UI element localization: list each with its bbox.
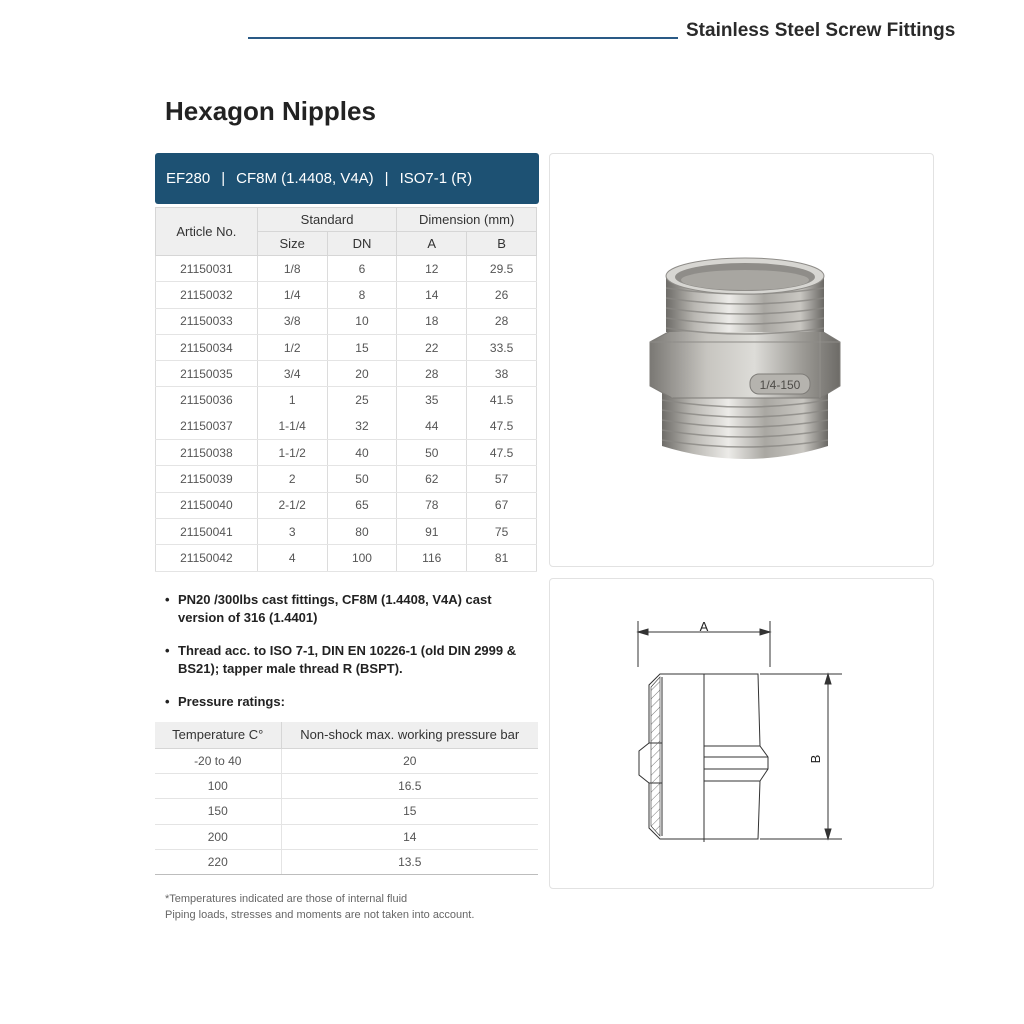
cell-article: 21150041: [156, 518, 258, 544]
cell-b: 28: [467, 308, 537, 334]
cell-b: 29.5: [467, 256, 537, 282]
table-row: [156, 492, 537, 518]
note-text: Thread acc. to ISO 7-1, DIN EN 10226-1 (old DIN 2999 & BS21); tapper male thread R (BSPT).: [178, 643, 517, 676]
cell-article: 21150032: [156, 282, 258, 308]
cell-b: 57: [467, 466, 537, 492]
table-row: [156, 413, 537, 439]
table-row: [156, 545, 537, 571]
cell-pressure: 16.5: [281, 773, 538, 798]
note-text: PN20 /300lbs cast fittings, CF8M (1.4408, V4A) cast version of 316 (1.4401): [178, 592, 492, 625]
cell-dn: 65: [327, 492, 397, 518]
cell-a: 116: [397, 545, 467, 571]
cell-a: 18: [397, 308, 467, 334]
header-article: Article No.: [156, 208, 258, 256]
bullet: •: [165, 592, 170, 607]
header-dn: DN: [327, 232, 397, 256]
cell-a: 91: [397, 518, 467, 544]
bullet: •: [165, 643, 170, 658]
cell-article: 21150039: [156, 466, 258, 492]
pressure-table: [155, 722, 538, 875]
spec-material: CF8M (1.4408, V4A): [236, 170, 374, 187]
cell-b: 33.5: [467, 334, 537, 360]
cell-b: 47.5: [467, 413, 537, 439]
dimension-table: [155, 207, 537, 572]
dimension-b-label: B: [808, 754, 823, 764]
cell-size: 2-1/2: [257, 492, 327, 518]
table-row: [156, 518, 537, 544]
dimension-table-body: [156, 256, 537, 572]
cell-pressure: 13.5: [281, 850, 538, 875]
cell-b: 41.5: [467, 387, 537, 413]
cell-b: 75: [467, 518, 537, 544]
header-rule: [248, 37, 678, 39]
cell-dn: 15: [327, 334, 397, 360]
cell-dn: 50: [327, 466, 397, 492]
fitting-marking: 1/4-150: [759, 378, 801, 392]
spec-banner: [155, 153, 539, 204]
footnote-line: Piping loads, stresses and moments are not taken into account.: [165, 909, 475, 921]
cell-b: 67: [467, 492, 537, 518]
cell-pressure: 15: [281, 799, 538, 824]
cell-a: 14: [397, 282, 467, 308]
cell-a: 35: [397, 387, 467, 413]
notes-list: [165, 591, 537, 727]
table-row: [155, 799, 538, 824]
cell-b: 81: [467, 545, 537, 571]
table-row: [155, 850, 538, 875]
cell-size: 4: [257, 545, 327, 571]
cell-a: 44: [397, 413, 467, 439]
cell-article: 21150031: [156, 256, 258, 282]
cell-a: 50: [397, 440, 467, 466]
table-row: [156, 256, 537, 282]
footnote-line: *Temperatures indicated are those of internal fluid: [165, 893, 408, 905]
cell-size: 1/2: [257, 334, 327, 360]
cell-size: 1-1/4: [257, 413, 327, 439]
cell-size: 3: [257, 518, 327, 544]
cell-size: 2: [257, 466, 327, 492]
header-size: Size: [257, 232, 327, 256]
table-row: [156, 334, 537, 360]
cell-b: 26: [467, 282, 537, 308]
cell-size: 1-1/2: [257, 440, 327, 466]
cell-b: 47.5: [467, 440, 537, 466]
cell-size: 1: [257, 387, 327, 413]
cell-article: 21150033: [156, 308, 258, 334]
table-row: [156, 361, 537, 387]
product-photo-frame: [549, 153, 934, 567]
cell-dn: 100: [327, 545, 397, 571]
table-row: [156, 282, 537, 308]
cell-temperature: 200: [155, 824, 281, 849]
cell-a: 22: [397, 334, 467, 360]
header-standard: Standard: [257, 208, 397, 232]
table-row: [155, 748, 538, 773]
header-dimension: Dimension (mm): [397, 208, 537, 232]
cell-article: 21150040: [156, 492, 258, 518]
cell-temperature: 150: [155, 799, 281, 824]
table-row: [156, 440, 537, 466]
cell-temperature: 220: [155, 850, 281, 875]
cell-size: 1/8: [257, 256, 327, 282]
footnote: [165, 891, 474, 923]
header-pressure: Non-shock max. working pressure bar: [281, 722, 538, 748]
cell-dn: 20: [327, 361, 397, 387]
table-row: [156, 308, 537, 334]
cell-a: 28: [397, 361, 467, 387]
cell-article: 21150035: [156, 361, 258, 387]
cell-a: 78: [397, 492, 467, 518]
technical-drawing-frame: [549, 578, 934, 889]
table-row: [156, 387, 537, 413]
page-title: Hexagon Nipples: [165, 96, 376, 126]
spec-separator: |: [384, 170, 389, 187]
hexagon-nipple-photo: [550, 154, 935, 568]
spec-code: EF280: [166, 170, 211, 187]
table-row: [155, 773, 538, 798]
cell-dn: 32: [327, 413, 397, 439]
cell-dn: 8: [327, 282, 397, 308]
note-item: [165, 591, 537, 626]
cell-dn: 40: [327, 440, 397, 466]
technical-drawing: [550, 579, 935, 890]
bullet: •: [165, 694, 170, 709]
cell-dn: 80: [327, 518, 397, 544]
cell-article: 21150036: [156, 387, 258, 413]
cell-size: 3/8: [257, 308, 327, 334]
cell-b: 38: [467, 361, 537, 387]
note-text: Pressure ratings:: [178, 694, 285, 709]
cell-pressure: 20: [281, 748, 538, 773]
cell-dn: 25: [327, 387, 397, 413]
note-item: [165, 642, 537, 677]
table-row: [156, 466, 537, 492]
table-row: [155, 824, 538, 849]
dimension-a-label: A: [699, 619, 709, 634]
header-b: B: [467, 232, 537, 256]
cell-article: 21150038: [156, 440, 258, 466]
cell-size: 3/4: [257, 361, 327, 387]
spec-separator: |: [221, 170, 226, 187]
cell-article: 21150042: [156, 545, 258, 571]
header-a: A: [397, 232, 467, 256]
cell-size: 1/4: [257, 282, 327, 308]
cell-temperature: -20 to 40: [155, 748, 281, 773]
cell-dn: 10: [327, 308, 397, 334]
cell-article: 21150034: [156, 334, 258, 360]
cell-pressure: 14: [281, 824, 538, 849]
cell-dn: 6: [327, 256, 397, 282]
header-title: Stainless Steel Screw Fittings: [686, 20, 956, 41]
spec-thread: ISO7-1 (R): [399, 170, 473, 187]
header-temperature: Temperature C°: [155, 722, 281, 748]
cell-a: 62: [397, 466, 467, 492]
note-item: [165, 693, 537, 711]
pressure-table-body: [155, 748, 538, 875]
cell-a: 12: [397, 256, 467, 282]
cell-article: 21150037: [156, 413, 258, 439]
cell-temperature: 100: [155, 773, 281, 798]
